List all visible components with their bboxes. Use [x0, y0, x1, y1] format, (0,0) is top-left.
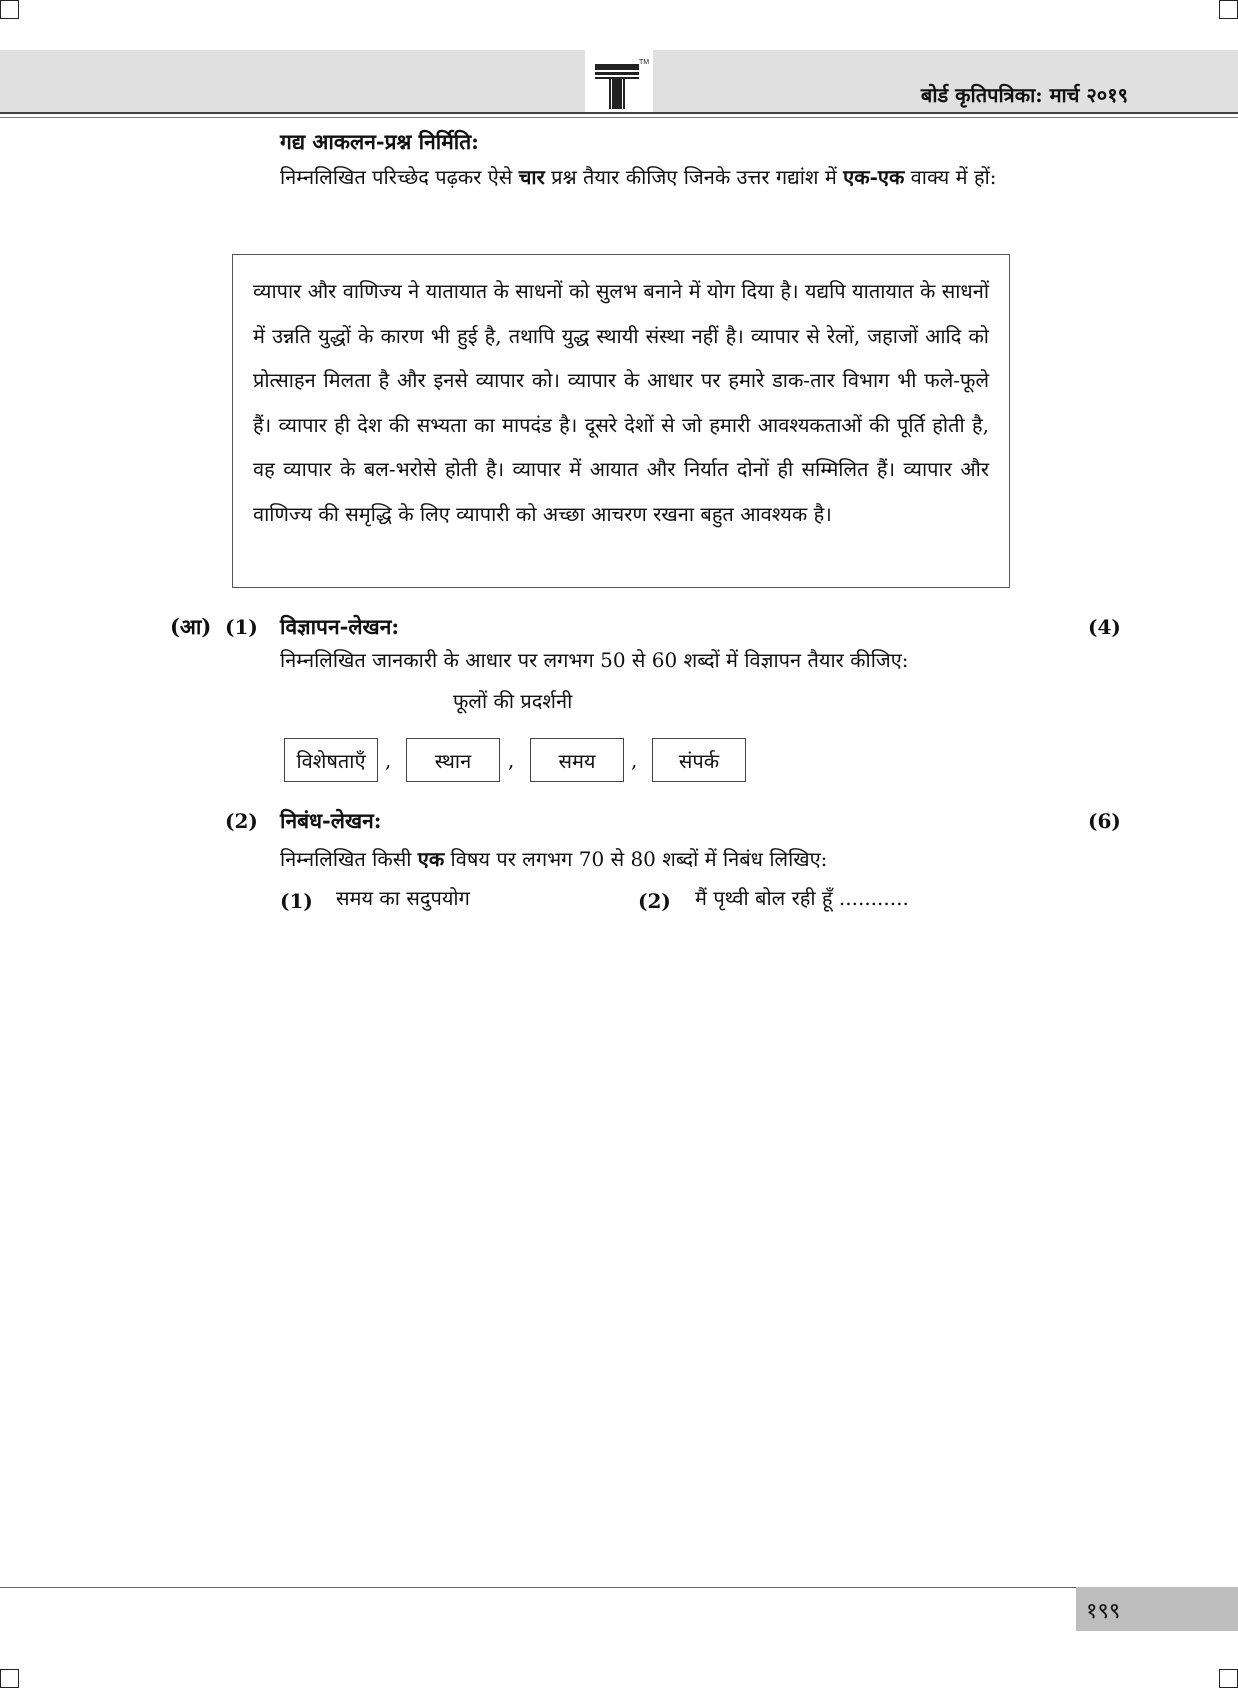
svg-text:TM: TM — [639, 59, 650, 66]
footer-rule — [0, 1587, 1238, 1588]
q2-instruction-text-1: निम्नलिखित किसी — [280, 847, 418, 871]
crop-mark-bottom-right — [1219, 1669, 1238, 1688]
q2-marks: (6) — [1088, 809, 1121, 833]
header-title: बोर्ड कृतिपत्रिका: मार्च २०१९ — [920, 83, 1128, 107]
q2-heading: निबंध-लेखन: — [280, 808, 382, 833]
q2-instruction-bold: एक — [417, 847, 445, 871]
instruction-text-1: निम्नलिखित परिच्छेद पढ़कर ऐसे — [280, 165, 519, 189]
separator: , — [508, 748, 515, 772]
header-rule-thin — [0, 117, 1238, 118]
crop-mark-top-left — [0, 0, 19, 19]
q1-instruction: निम्नलिखित जानकारी के आधार पर लगभग 50 से 60 शब्दों में विज्ञापन तैयार कीजिए: — [280, 648, 909, 672]
instruction-text-2: प्रश्न तैयार कीजिए जिनके उत्तर गद्यांश में — [544, 165, 844, 189]
logo-t-icon — [585, 50, 653, 112]
q1-number: (1) — [225, 615, 258, 639]
page-number: १९९ — [1076, 1587, 1238, 1631]
ad-box-features: विशेषताएँ — [284, 738, 378, 782]
q2-number: (2) — [225, 809, 258, 833]
separator: , — [385, 748, 392, 772]
instruction-text-3: वाक्य में हों: — [904, 165, 997, 189]
q2-option-number: (2) — [638, 889, 671, 913]
q1-topic: फूलों की प्रदर्शनी — [453, 689, 573, 713]
gadya-instruction — [280, 160, 1020, 194]
passage-box: व्यापार और वाणिज्य ने यातायात के साधनों को सुलभ बनाने में योग दिया है। यद्यपि यातायात के साधनों में उन्नति युद्धों के कारण भी हुई है, तथापि युद्ध स्थायी संस्था नहीं है। व्यापार से रेलों, जहाजों आदि को प्रोत्साहन मिलता है और इनसे व्यापार को। व्यापार के आधार पर हमारे डाक-तार विभाग भी फले-फूले हैं। व्यापार ही देश की सभ्यता का मापदंड है। दूसरे देशों से जो हमारी आवश्यकताओं की पूर्ति होती है, वह व्यापार के बल-भरोसे होती है। व्यापार में आयात और निर्यात दोनों ही सम्मिलित हैं। व्यापार और वाणिज्य की समृद्धि के लिए व्यापारी को अच्छा आचरण रखना बहुत आवश्यक है। — [232, 254, 1010, 588]
instruction-bold-ek-ek: एक-एक — [843, 165, 905, 189]
q1-heading: विज्ञापन-लेखन: — [280, 614, 400, 639]
q2-instruction-text-2: विषय पर लगभग 70 से 80 शब्दों में निबंध लिखिए: — [444, 847, 828, 871]
q2-instruction — [280, 842, 827, 876]
ad-box-time: समय — [530, 738, 624, 782]
separator: , — [631, 748, 638, 772]
crop-mark-bottom-left — [0, 1669, 19, 1688]
q1-marks: (4) — [1088, 615, 1121, 639]
q2-option-text: समय का सदुपयोग — [336, 886, 470, 910]
instruction-bold-char: चार — [518, 165, 545, 189]
gadya-heading: गद्य आकलन-प्रश्न निर्मिति: — [280, 129, 479, 154]
ad-box-place: स्थान — [406, 738, 500, 782]
ad-box-contact: संपर्क — [652, 738, 746, 782]
publisher-logo — [585, 50, 653, 112]
crop-mark-top-right — [1219, 0, 1238, 19]
q2-option-number: (1) — [280, 889, 313, 913]
q2-option-text: मैं पृथ्वी बोल रही हूँ ........... — [695, 886, 909, 910]
header-rule — [0, 112, 1238, 114]
section-aa-label: (आ) — [170, 614, 212, 639]
